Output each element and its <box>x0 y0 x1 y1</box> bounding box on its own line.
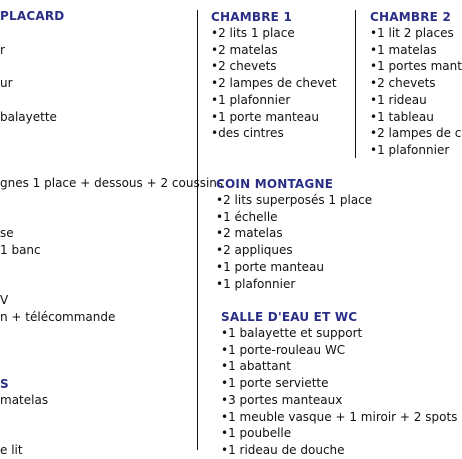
list-item: •1 porte serviette <box>221 376 329 391</box>
salle-eau-heading: SALLE D'EAU ET WC <box>221 310 358 324</box>
list-item: •2 chevets <box>370 76 436 91</box>
left-line: 1 banc <box>0 242 41 257</box>
list-item: •1 abattant <box>221 359 291 374</box>
list-item: •1 plafonnier <box>370 142 450 157</box>
coin-montagne-heading: COIN MONTAGNE <box>216 177 334 191</box>
list-item: •2 lits 1 place <box>211 26 295 40</box>
left-line: gnes 1 place + dessous + 2 coussins <box>0 176 224 190</box>
left-lines-c <box>0 376 48 459</box>
list-item: •1 rideau <box>370 92 427 107</box>
chambre2-heading: CHAMBRE 2 <box>370 10 451 24</box>
list-item: •1 meuble vasque + 1 miroir + 2 spots <box>221 409 458 424</box>
list-item: •2 chevets <box>211 59 277 74</box>
list-item: •1 matelas <box>370 42 437 57</box>
coin-montagne-section <box>216 176 372 292</box>
list-item: •1 portes mant <box>370 59 462 74</box>
left-line: ur <box>0 76 13 91</box>
left-line: V <box>0 292 9 307</box>
list-item: •3 portes manteaux <box>221 392 343 407</box>
list-item: •1 lit 2 places <box>370 26 454 40</box>
left-line <box>0 59 57 76</box>
list-item: •2 lampes de c <box>370 126 462 141</box>
list-item: •2 lampes de chevet <box>211 76 337 91</box>
left-line: r <box>0 43 5 57</box>
left-heading-b: S <box>0 377 9 391</box>
list-item: •1 plafonnier <box>211 92 291 107</box>
list-item: •2 matelas <box>211 42 278 57</box>
salle-eau-section <box>221 309 458 457</box>
left-line: se <box>0 226 14 241</box>
left-column <box>0 8 64 24</box>
chambre1-heading: CHAMBRE 1 <box>211 10 292 24</box>
left-line: n + télécommande <box>0 309 116 324</box>
left-lines-b <box>0 175 223 325</box>
list-item: •1 tableau <box>370 109 434 124</box>
left-line: balayette <box>0 109 57 124</box>
list-item: •1 poubelle <box>221 426 292 441</box>
chambre1-section <box>211 9 337 142</box>
list-item: •2 lits superposés 1 place <box>216 193 373 207</box>
chambre2-section <box>370 9 462 159</box>
left-line <box>0 259 223 276</box>
list-item: •des cintres <box>211 126 284 141</box>
list-item: •2 appliques <box>216 243 293 258</box>
list-item: •2 matelas <box>216 226 283 241</box>
list-item: •1 balayette et support <box>221 326 363 340</box>
list-item: •1 porte-rouleau WC <box>221 342 346 357</box>
list-item: •1 rideau de douche <box>221 442 345 457</box>
list-item: •1 porte manteau <box>216 259 325 274</box>
left-line <box>0 92 57 109</box>
left-heading: PLACARD <box>0 9 65 23</box>
left-line: e lit <box>0 443 23 458</box>
list-item: •1 porte manteau <box>211 109 320 124</box>
list-item: •1 échelle <box>216 209 278 224</box>
left-line <box>0 275 223 292</box>
column-divider-right <box>355 10 356 158</box>
left-line <box>0 192 223 209</box>
left-line: matelas <box>0 393 49 407</box>
left-line <box>0 425 48 442</box>
list-item: •1 plafonnier <box>216 276 296 291</box>
left-line <box>0 208 223 225</box>
left-lines-a <box>0 42 57 126</box>
left-line <box>0 409 48 426</box>
